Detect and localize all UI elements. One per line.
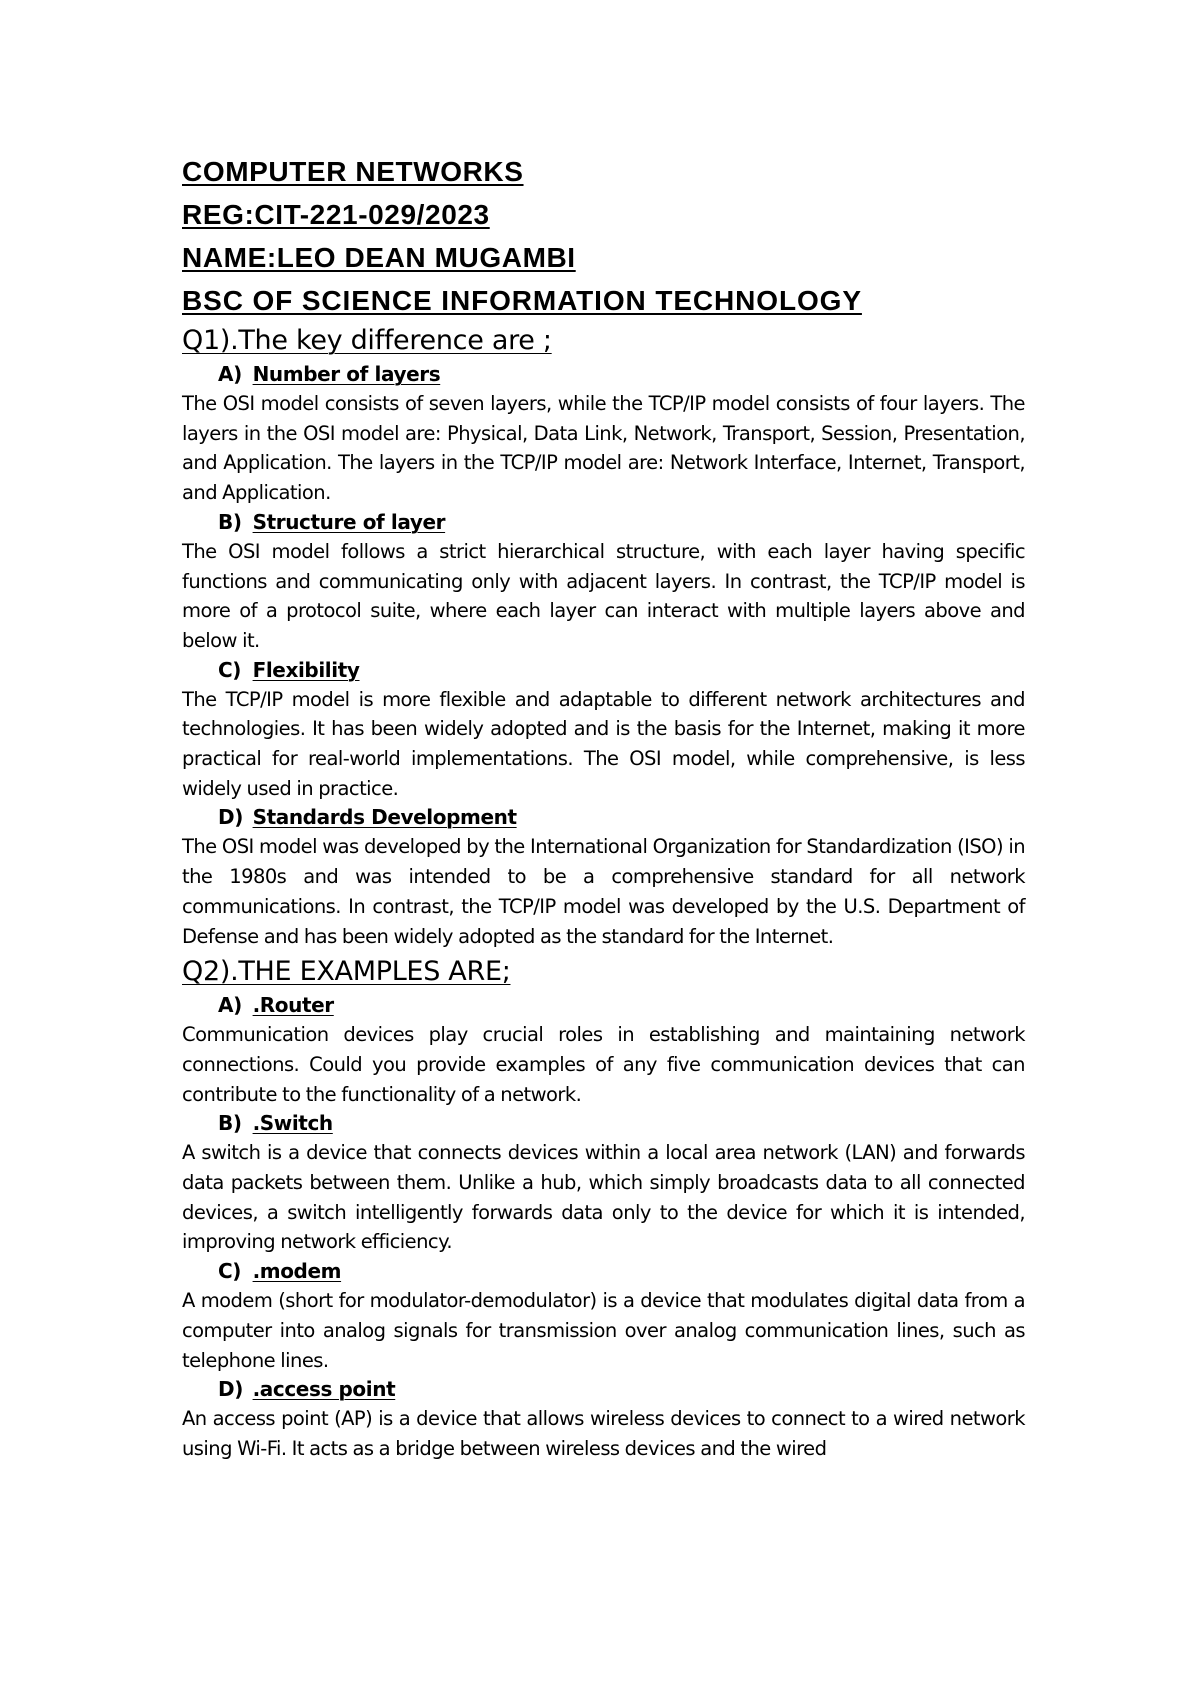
course-title: COMPUTER NETWORKS <box>182 156 524 187</box>
section-title: Standards Development <box>252 805 517 830</box>
document-header <box>182 150 1025 322</box>
section-heading <box>182 360 1025 389</box>
section-title: Structure of layer <box>252 509 446 534</box>
section-letter: A) <box>218 993 242 1018</box>
section-letter: A) <box>218 362 242 386</box>
section-heading <box>182 1375 1025 1404</box>
question-2-heading: Q2).THE EXAMPLES ARE; <box>182 956 511 988</box>
q2-section-b <box>182 1109 1025 1257</box>
section-paragraph: The OSI model follows a strict hierarchical structure, with each layer having specific functions and communicating only with adjacent layers. In contrast, the TCP/IP model is more of a protocol suite, where each layer can interact with multiple layers above and below it. <box>182 539 1025 652</box>
section-heading <box>182 508 1025 537</box>
section-letter: B) <box>218 1111 242 1136</box>
q1-section-a <box>182 360 1025 508</box>
section-title: Flexibility <box>252 657 360 682</box>
section-title: .Router <box>252 993 334 1018</box>
section-paragraph: Communication devices play crucial roles in establishing and maintaining network connections. Could you provide examples of any five communication devices that can contribute to the functionality of a network. <box>182 1023 1025 1106</box>
section-paragraph: The OSI model consists of seven layers, while the TCP/IP model consists of four layers. The layers in the OSI model are: Physical, Data Link, Network, Transport, Session, Presentation, and Application. The layers in the TCP/IP model are: Network Interface, Internet, Transport, and Application. <box>182 392 1025 505</box>
section-title: Number of layers <box>252 362 441 386</box>
q1-section-b <box>182 508 1025 656</box>
document-body <box>182 150 1025 1464</box>
section-title: .modem <box>252 1259 342 1284</box>
section-letter: C) <box>218 1259 242 1284</box>
section-paragraph: A modem (short for modulator-demodulator) is a device that modulates digital data from a computer into analog signals for transmission over analog communication lines, such as telephone lines. <box>182 1289 1025 1372</box>
section-letter: D) <box>218 1377 243 1402</box>
program-name: BSC OF SCIENCE INFORMATION TECHNOLOGY <box>182 285 862 316</box>
section-letter: B) <box>218 509 242 534</box>
section-paragraph: An access point (AP) is a device that allows wireless devices to connect to a wired network using Wi-Fi. It acts as a bridge between wireless devices and the wired <box>182 1407 1025 1460</box>
q2-section-a <box>182 991 1025 1109</box>
section-paragraph: The TCP/IP model is more flexible and adaptable to different network architectures and technologies. It has been widely adopted and is the basis for the Internet, making it more practical for real-world implementations. The OSI model, while comprehensive, is less widely used in practice. <box>182 687 1025 800</box>
question-1 <box>182 322 1025 951</box>
q2-section-d <box>182 1375 1025 1463</box>
registration-number: REG:CIT-221-029/2023 <box>182 199 490 230</box>
question-1-heading: Q1).The key difference are ; <box>182 325 552 356</box>
section-heading <box>182 1109 1025 1138</box>
q1-section-d <box>182 803 1025 951</box>
section-letter: D) <box>218 805 243 830</box>
section-paragraph: The OSI model was developed by the International Organization for Standardization (ISO) in the 1980s and was intended to be a comprehensive standard for all network communications. In contrast, the TCP/IP model was developed by the U.S. Department of Defense and has been widely adopted as the standard for the Internet. <box>182 835 1025 948</box>
section-paragraph: A switch is a device that connects devices within a local area network (LAN) and forwards data packets between them. Unlike a hub, which simply broadcasts data to all connected devices, a switch intelligently forwards data only to the device for which it is intended, improving network efficiency. <box>182 1141 1025 1254</box>
question-2 <box>182 953 1025 1463</box>
q1-section-c <box>182 656 1025 804</box>
section-heading <box>182 656 1025 685</box>
section-heading <box>182 803 1025 832</box>
section-title: .Switch <box>252 1111 333 1136</box>
section-title: .access point <box>252 1377 396 1402</box>
section-heading <box>182 1257 1025 1286</box>
student-name: NAME:LEO DEAN MUGAMBI <box>182 242 576 273</box>
q2-section-c <box>182 1257 1025 1375</box>
section-letter: C) <box>218 657 242 682</box>
section-heading <box>182 991 1025 1020</box>
